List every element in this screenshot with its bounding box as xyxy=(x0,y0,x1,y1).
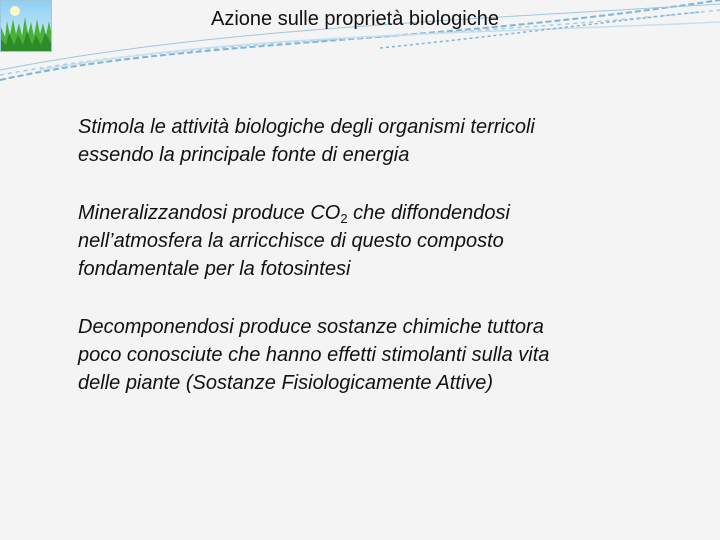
paragraph-decomposition xyxy=(78,313,688,397)
paragraph-line: nell’atmosfera la arricchisce di questo composto xyxy=(78,230,504,252)
paragraph-line: essendo la principale fonte di energia xyxy=(78,144,410,166)
paragraph-line: fondamentale per la fotosintesi xyxy=(78,258,351,280)
paragraph-line: Stimola le attività biologiche degli organismi terricoli xyxy=(78,116,535,138)
grass-sky-logo-icon xyxy=(0,0,52,52)
paragraph-line xyxy=(78,199,688,227)
paragraph-co2-mineralization xyxy=(78,199,688,283)
line-text: che diffondendosi xyxy=(347,202,510,224)
paragraph-biological-activity xyxy=(78,113,688,169)
paragraph-line: Decomponendosi produce sostanze chimiche tuttora xyxy=(78,316,544,338)
paragraph-line: poco conosciute che hanno effetti stimolanti sulla vita xyxy=(78,344,550,366)
line-text: Mineralizzandosi produce CO xyxy=(78,202,341,224)
subscript-2: 2 xyxy=(340,211,348,226)
slide-title: Azione sulle proprietà biologiche xyxy=(211,8,499,30)
paragraph-line: delle piante (Sostanze Fisiologicamente Attive) xyxy=(78,372,494,394)
